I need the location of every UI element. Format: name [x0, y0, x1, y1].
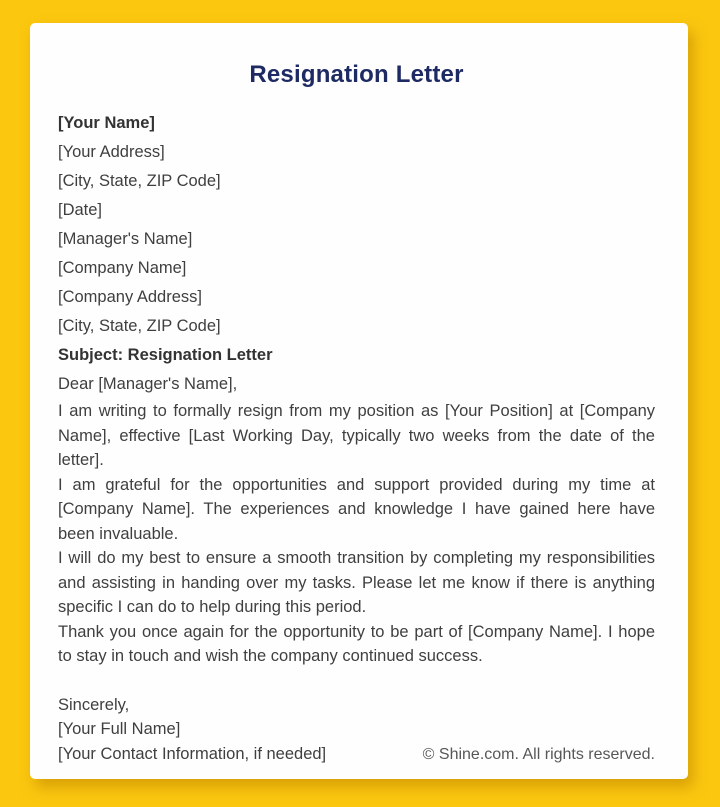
header-line-managers-name: [Manager's Name] — [58, 230, 193, 248]
letter-body — [58, 109, 655, 767]
closing-sign-off: Sincerely, — [58, 695, 130, 714]
closing-contact-info: [Your Contact Information, if needed] — [58, 744, 327, 763]
subject-line: Subject: Resignation Letter — [58, 346, 273, 364]
header-line-your-address: [Your Address] — [58, 143, 165, 161]
paragraph-transition: I will do my best to ensure a smooth transition by completing my responsibilities and assisting in handing over my tasks. Please let me know if there is anything specific I can do to help during this period. — [58, 549, 655, 616]
header-line-your-name: [Your Name] — [58, 114, 155, 132]
closing-full-name: [Your Full Name] — [58, 720, 181, 738]
paragraph-gratitude: I am grateful for the opportunities and support provided during my time at [Company Name]. The experiences and knowledge I have gained here have been invaluable. — [58, 475, 655, 543]
paragraph-resignation-notice: I am writing to formally resign from my position as [Your Position] at [Company Name], effective [Last Working Day, typically two weeks from the date of the letter]. — [58, 402, 655, 469]
header-line-city-state-zip-company: [City, State, ZIP Code] — [58, 317, 221, 335]
paragraph-thanks: Thank you once again for the opportunity to be part of [Company Name]. I hope to stay in touch and wish the company continued success. — [58, 622, 655, 665]
page-title: Resignation Letter — [249, 61, 464, 88]
header-line-date: [Date] — [58, 201, 103, 219]
letter-card — [30, 23, 688, 779]
header-line-city-state-zip-sender: [City, State, ZIP Code] — [58, 172, 221, 190]
salutation: Dear [Manager's Name], — [58, 375, 238, 393]
header-line-company-address: [Company Address] — [58, 288, 202, 306]
footer-row — [58, 742, 655, 768]
blank-line — [58, 669, 655, 693]
copyright-notice: © Shine.com. All rights reserved. — [422, 745, 655, 763]
header-line-company-name: [Company Name] — [58, 259, 187, 277]
